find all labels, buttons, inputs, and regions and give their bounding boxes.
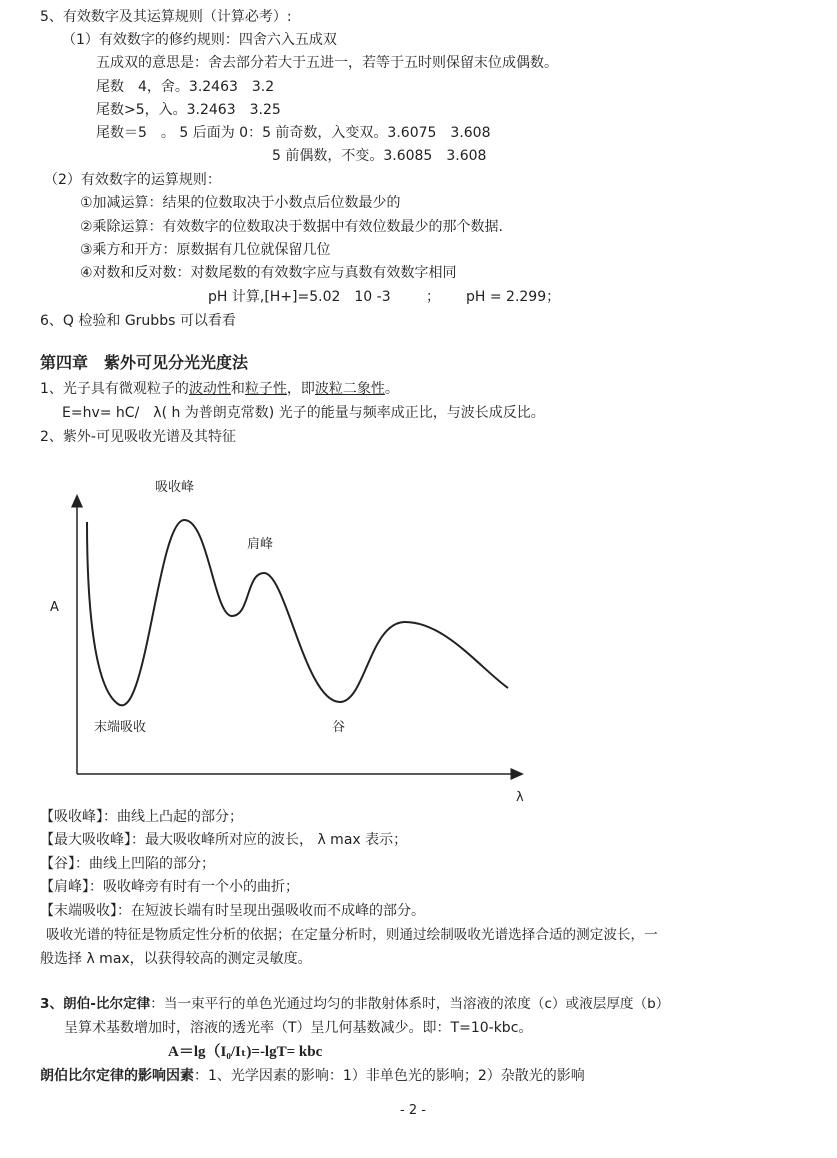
beer-law-title: 3、朗伯-比尔定律 [40, 996, 151, 1012]
def-text: ：吸收峰旁有时有一个小的曲折； [89, 879, 299, 895]
def-text: ：曲线上凸起的部分； [103, 809, 243, 825]
ph-example-sep: ； [426, 289, 440, 305]
def-tag: 【最大吸收峰】 [40, 832, 131, 848]
rounding-rule-line: 5 前偶数，不变。3.6085 3.608 [272, 148, 487, 164]
rounding-rule-line: 尾数 4，舍。3.2463 3.2 [96, 79, 275, 95]
rounding-rule-title: （1）有效数字的修约规则：四舍六入五成双 [62, 32, 337, 48]
rounding-rule-line: 五成双的意思是：舍去部分若大于五进一，若等于五时则保留末位成偶数。 [96, 55, 558, 71]
ph-example-result: pH = 2.299； [466, 289, 561, 305]
def-tag: 【吸收峰】 [40, 809, 103, 825]
rounding-rule-line: 尾数＝5 。 5 后面为 0：5 前奇数，入变双。3.6075 3.608 [96, 125, 491, 141]
energy-equation: E=hv= hC/ λ( h 为普朗克常数) 光子的能量与频率成正比，与波长成反比。 [62, 405, 545, 421]
def-valley [40, 855, 215, 873]
duality-term: 波粒二象性 [314, 381, 385, 397]
operation-rule-title: （2）有效数字的运算规则： [44, 172, 221, 188]
spectrum-heading: 2、紫外-可见吸收光谱及其特征 [40, 429, 236, 445]
absorption-spectrum-diagram [40, 476, 540, 806]
operation-rule: ④对数和反对数：对数尾数的有效数字应与真数有效数字相同 [80, 265, 457, 281]
peak-label: 吸收峰 [155, 480, 195, 495]
page-number: - 2 - [400, 1103, 426, 1118]
spectrum-curve [87, 520, 508, 705]
def-text: ：最大吸收峰所对应的波长， λ max 表示； [131, 832, 408, 848]
factors-title: 朗伯比尔定律的影响因素 [40, 1068, 194, 1084]
def-max-peak [40, 831, 407, 849]
operation-rule: ③乘方和开方：原数据有几位就保留几位 [80, 242, 331, 258]
beer-law-line [40, 995, 669, 1013]
x-axis-label: λ [516, 790, 524, 805]
photon-text: 。 [384, 381, 399, 397]
y-axis-label: A [50, 600, 59, 615]
wave-term: 波动性 [188, 381, 231, 397]
chapter-title: 第四章 紫外可见分光光度法 [40, 353, 249, 372]
def-tag: 【肩峰】 [40, 879, 89, 895]
def-end-absorption [40, 902, 425, 920]
operation-rule: ②乘除运算：有效数字的位数取决于数据中有效位数最少的那个数据. [80, 219, 503, 235]
beer-law-text: ：当一束平行的单色光通过均匀的非散射体系时，当溶液的浓度（c）或液层厚度（b） [150, 996, 670, 1012]
factors-text: ：1、光学因素的影响：1）非单色光的影响；2）杂散光的影响 [194, 1068, 585, 1084]
def-text: ：曲线上凹陷的部分； [75, 856, 215, 872]
beer-law-factors [40, 1067, 585, 1085]
operation-rule: ①加减运算：结果的位数取决于小数点后位数最少的 [80, 195, 401, 211]
end-absorption-label: 末端吸收 [94, 720, 147, 735]
sec5-title: 5、有效数字及其运算规则（计算必考）: [40, 9, 292, 25]
valley-label: 谷 [332, 720, 346, 735]
beer-law-line: 呈算术基数增加时，溶液的透光率（T）呈几何基数减少。即：T=10-kbc。 [64, 1020, 533, 1036]
spectrum-usage-line: 吸收光谱的特征是物质定性分析的依据；在定量分析时，则通过绘制吸收光谱选择合适的测定波长，一 [46, 927, 658, 943]
photon-line [40, 380, 399, 398]
ph-example: pH 计算,[H+]=5.02 10 -3 [208, 289, 391, 305]
spectrum-usage-line: 般选择 λ max，以获得较高的测定灵敏度。 [40, 951, 312, 967]
def-tag: 【谷】 [40, 856, 75, 872]
def-peak [40, 808, 243, 826]
photon-text: ，即 [286, 381, 315, 397]
def-shoulder [40, 878, 299, 896]
photon-text: 1、光子具有微观粒子的 [40, 381, 189, 397]
sec6-line: 6、Q 检验和 Grubbs 可以看看 [40, 313, 236, 329]
rounding-rule-line: 尾数>5，入。3.2463 3.25 [96, 102, 281, 118]
particle-term: 粒子性 [244, 381, 287, 397]
photon-text: 和 [230, 381, 245, 397]
shoulder-label: 肩峰 [247, 537, 274, 552]
def-tag: 【末端吸收】 [40, 903, 117, 919]
def-text: ：在短波长端有时呈现出强吸收而不成峰的部分。 [117, 903, 425, 919]
beer-law-formula: A＝lg（I₀/Iₜ)=-lgT= kbc [168, 1044, 323, 1060]
